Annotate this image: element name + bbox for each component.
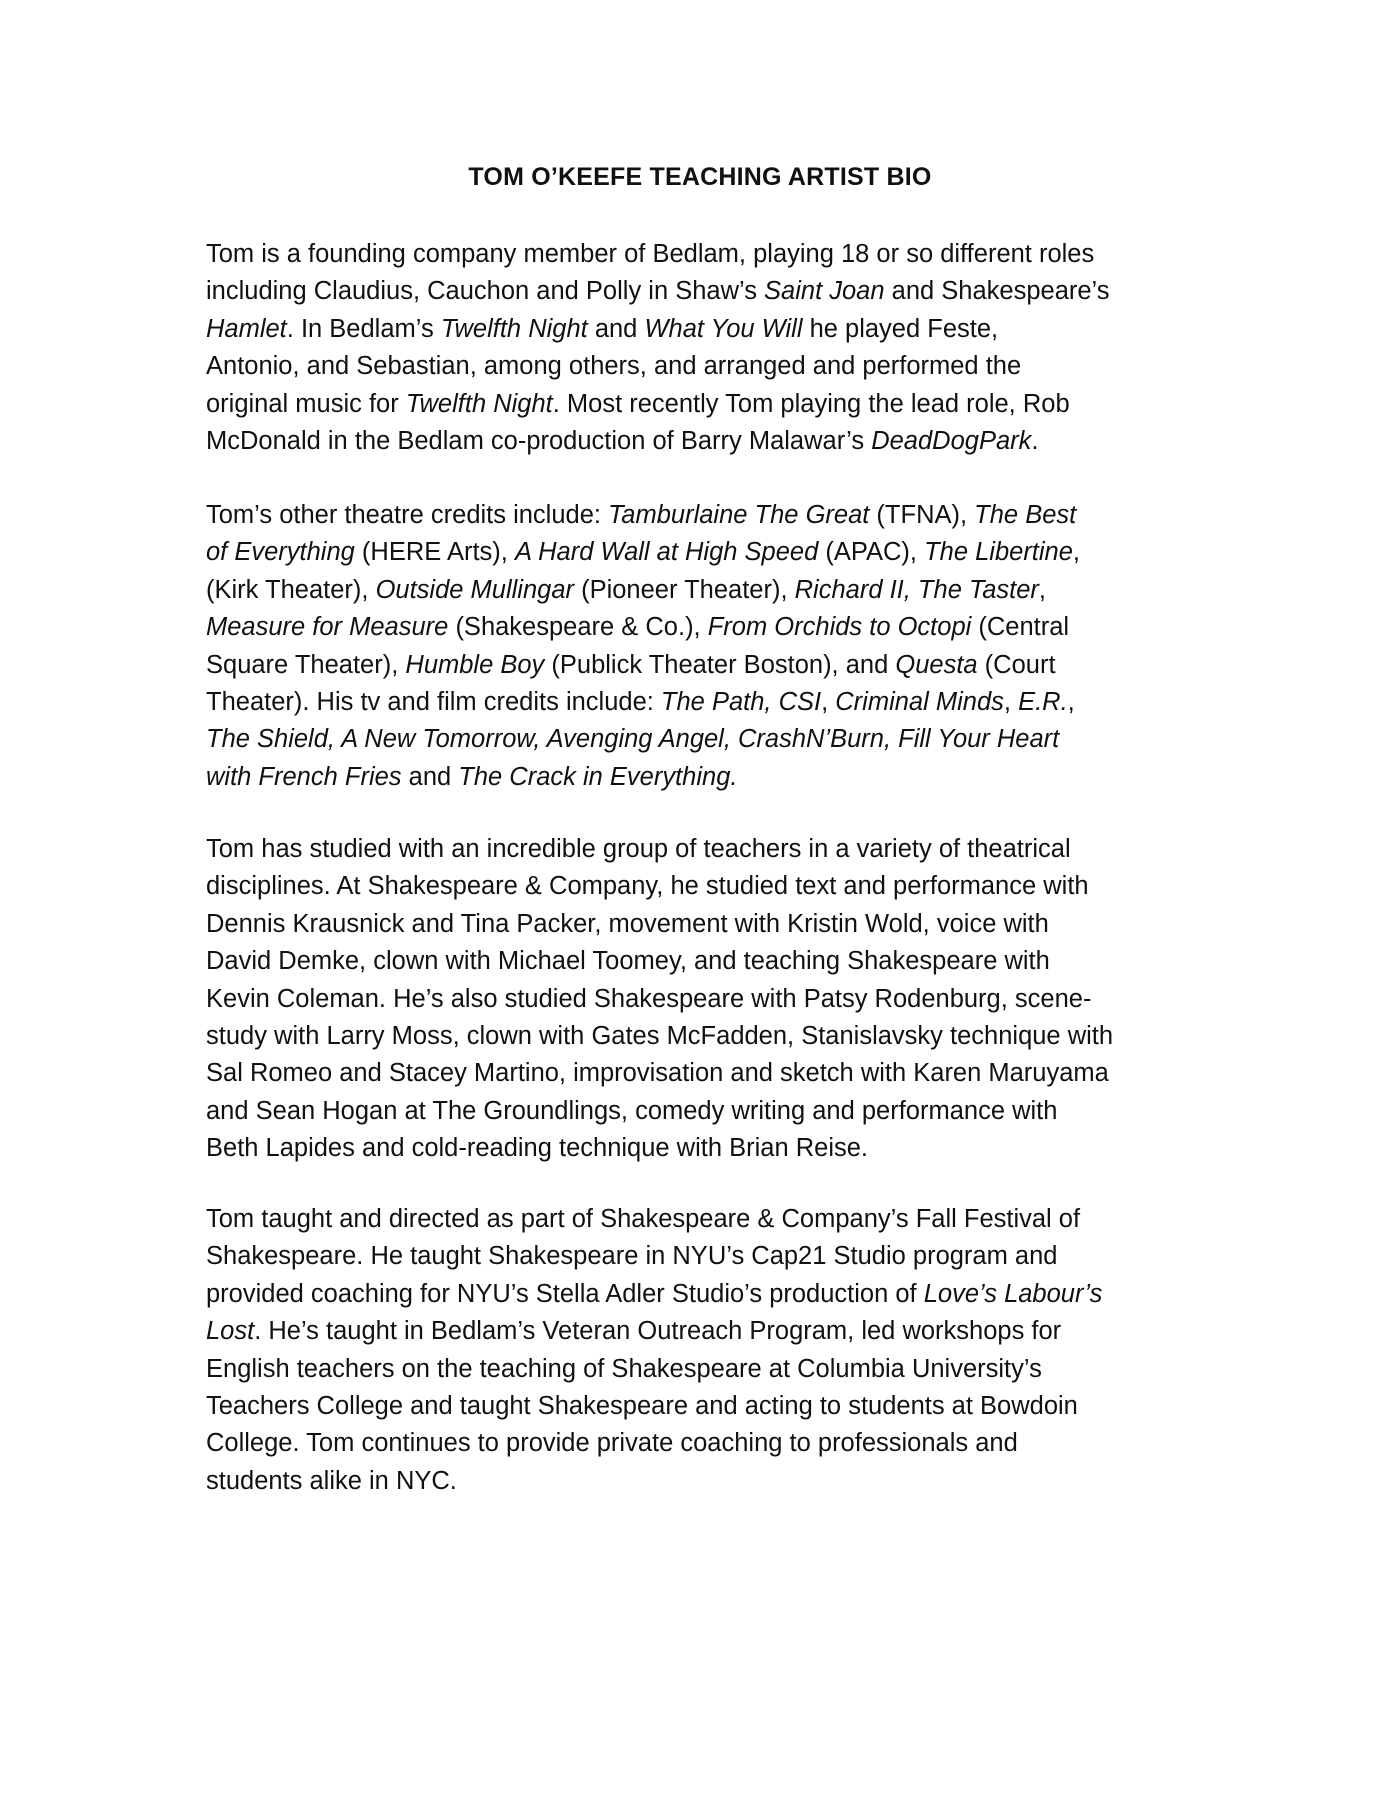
text-run: ,	[1038, 575, 1046, 604]
text-run: (Publick Theater Boston), and	[544, 650, 896, 679]
text-run: disciplines. At Shakespeare & Company, he studied text and performance with	[206, 872, 1089, 901]
italic-title-run: The Path, CSI	[660, 688, 822, 717]
text-line	[206, 1463, 1206, 1500]
text-line	[206, 572, 1206, 609]
italic-title-run: Tamburlaine The Great	[608, 501, 870, 529]
text-run: Tom’s other theatre credits include:	[206, 501, 609, 529]
text-run: original music for	[206, 389, 406, 418]
text-line	[206, 831, 1206, 868]
text-run: . In Bedlam’s	[286, 314, 441, 343]
text-line	[206, 1388, 1206, 1425]
text-run: study with Larry Moss, clown with Gates McFadden, Stanislavsky technique with	[206, 1022, 1114, 1051]
italic-title-run: Twelfth Night	[440, 314, 588, 343]
italic-title-run: What You Will	[644, 314, 803, 343]
italic-title-run: Questa	[895, 650, 978, 679]
italic-title-run: Hamlet	[206, 314, 287, 343]
text-run: Tom is a founding company member of Bedlam, playing 18 or so different roles	[206, 240, 1095, 268]
italic-title-run: E.R.	[1018, 688, 1068, 717]
italic-title-run: Richard II, The Taster	[794, 575, 1039, 604]
italic-title-run: The Libertine	[924, 538, 1073, 567]
text-line	[206, 721, 1206, 758]
bio-paragraph-credits	[206, 497, 1206, 796]
text-run: ,	[1067, 688, 1075, 717]
text-run: Square Theater),	[206, 650, 406, 679]
text-run: (APAC),	[818, 538, 925, 567]
text-run: (Kirk Theater),	[206, 575, 376, 604]
text-run: including Claudius, Cauchon and Polly in Shaw’s	[206, 277, 765, 306]
text-line	[206, 1313, 1206, 1350]
italic-title-run: Lost	[206, 1317, 255, 1346]
text-run: (Court	[977, 650, 1056, 679]
text-line	[206, 1276, 1206, 1313]
text-line	[206, 386, 1206, 423]
italic-title-run: Criminal Minds	[835, 688, 1004, 717]
text-line	[206, 684, 1206, 721]
text-line	[206, 609, 1206, 646]
text-line	[206, 1425, 1206, 1462]
text-run: Theater). His tv and film credits include:	[206, 688, 661, 717]
text-run: and	[401, 762, 459, 791]
text-run: and Shakespeare’s	[884, 277, 1110, 306]
text-run: (HERE Arts),	[354, 538, 515, 567]
text-run: David Demke, clown with Michael Toomey, and teaching Shakespeare with	[206, 947, 1050, 976]
text-line	[206, 236, 1206, 273]
text-line	[206, 348, 1206, 385]
italic-title-run: of Everything	[206, 538, 355, 567]
text-run: . He’s taught in Bedlam’s Veteran Outreach Program, led workshops for	[254, 1317, 1062, 1346]
text-line	[206, 1238, 1206, 1275]
text-run: provided coaching for NYU’s Stella Adler Studio’s production of	[206, 1279, 924, 1308]
italic-title-run: The Crack in Everything.	[458, 762, 738, 791]
text-line	[206, 273, 1206, 310]
italic-title-run: Outside Mullingar	[375, 575, 574, 604]
italic-title-run: From Orchids to Octopi	[707, 613, 972, 642]
text-line	[206, 1201, 1206, 1238]
italic-title-run: with French Fries	[206, 762, 402, 791]
italic-title-run: Saint Joan	[764, 277, 885, 306]
bio-paragraph-training	[206, 831, 1206, 1168]
text-run: (Shakespeare & Co.),	[448, 613, 708, 642]
text-run: and Sean Hogan at The Groundlings, comedy writing and performance with	[206, 1096, 1058, 1125]
text-line	[206, 423, 1206, 460]
bio-paragraph-bedlam	[206, 236, 1206, 460]
text-run: Shakespeare. He taught Shakespeare in NYU’s Cap21 Studio program and	[206, 1242, 1058, 1271]
text-run: (Pioneer Theater),	[574, 575, 795, 604]
text-line	[206, 943, 1206, 980]
text-run: McDonald in the Bedlam co-production of Barry Malawar’s	[206, 427, 872, 456]
text-run: Tom has studied with an incredible group of teachers in a variety of theatrical	[206, 835, 1071, 863]
italic-title-run: Twelfth Night	[405, 389, 553, 418]
bio-paragraph-teaching	[206, 1201, 1206, 1500]
text-line	[206, 1018, 1206, 1055]
text-run: Beth Lapides and cold-reading technique with Brian Reise.	[206, 1134, 869, 1163]
text-run: . Most recently Tom playing the lead role, Rob	[552, 389, 1070, 418]
italic-title-run: The Shield, A New Tomorrow, Avenging Angel, CrashN’Burn, Fill Your Heart	[206, 725, 1060, 754]
italic-title-run: A Hard Wall at High Speed	[514, 538, 819, 567]
page-title: TOM O’KEEFE TEACHING ARTIST BIO	[468, 163, 932, 191]
text-run: Antonio, and Sebastian, among others, and arranged and performed the	[206, 352, 1022, 381]
text-run: .	[1031, 427, 1039, 456]
italic-title-run: Love’s Labour’s	[923, 1279, 1103, 1308]
text-line	[206, 759, 1206, 796]
text-line	[206, 534, 1206, 571]
text-run: (TFNA),	[869, 501, 975, 529]
text-run: English teachers on the teaching of Shakespeare at Columbia University’s	[206, 1354, 1042, 1383]
text-run: ,	[1003, 688, 1019, 717]
text-run: (Central	[971, 613, 1070, 642]
text-line	[206, 647, 1206, 684]
text-run: Tom taught and directed as part of Shakespeare & Company’s Fall Festival of	[206, 1205, 1081, 1233]
text-line	[206, 1055, 1206, 1092]
text-run: Teachers College and taught Shakespeare and acting to students at Bowdoin	[206, 1392, 1078, 1421]
text-line	[206, 497, 1206, 534]
italic-title-run: DeadDogPark	[871, 427, 1032, 456]
text-run: Sal Romeo and Stacey Martino, improvisation and sketch with Karen Maruyama	[206, 1059, 1109, 1088]
text-line	[206, 1351, 1206, 1388]
text-run: he played Feste,	[802, 314, 999, 343]
italic-title-run: Humble Boy	[405, 650, 545, 679]
text-line	[206, 1130, 1206, 1167]
italic-title-run: The Best	[974, 501, 1077, 529]
text-run: Kevin Coleman. He’s also studied Shakespeare with Patsy Rodenburg, scene-	[206, 984, 1092, 1013]
text-run: ,	[821, 688, 836, 717]
text-run: Dennis Krausnick and Tina Packer, movement with Kristin Wold, voice with	[206, 909, 1049, 938]
text-line	[206, 311, 1206, 348]
text-line	[206, 868, 1206, 905]
text-run: College. Tom continues to provide private coaching to professionals and	[206, 1429, 1018, 1458]
text-run: ,	[1072, 538, 1081, 567]
text-run: students alike in NYC.	[206, 1466, 457, 1495]
text-line	[206, 981, 1206, 1018]
text-line	[206, 906, 1206, 943]
italic-title-run: Measure for Measure	[206, 613, 449, 642]
text-run: and	[587, 314, 645, 343]
text-line	[206, 1093, 1206, 1130]
